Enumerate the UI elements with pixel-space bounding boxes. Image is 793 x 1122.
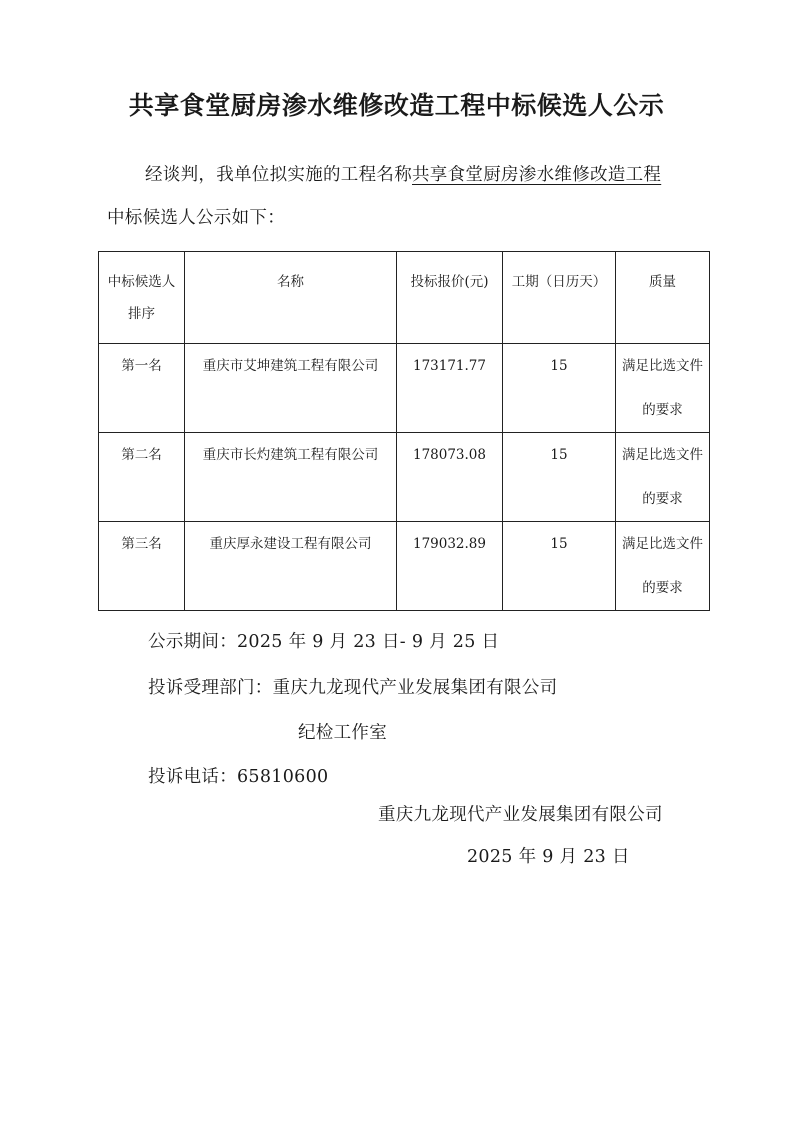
cell-price: 173171.77 [397,344,503,433]
intro-prefix: 经谈判，我单位拟实施的工程名称 [145,165,412,185]
signature-date: 2025 年 9 月 23 日 [467,847,630,867]
publicity-period [148,630,499,654]
intro-paragraph [107,154,727,240]
dept-label: 投诉受理部门： [148,678,273,698]
cell-name: 重庆市长灼建筑工程有限公司 [185,433,397,522]
cell-rank: 第三名 [99,522,185,611]
header-price: 投标报价(元) [397,252,503,344]
cell-quality: 满足比选文件的要求 [616,433,710,522]
period-value: 2025 年 9 月 23 日- 9 月 25 日 [237,632,500,652]
candidates-table [98,251,710,611]
cell-duration: 15 [503,522,616,611]
cell-quality: 满足比选文件的要求 [616,344,710,433]
intro-suffix: 中标候选人公示如下： [107,208,285,228]
cell-rank: 第二名 [99,433,185,522]
dept-name: 重庆九龙现代产业发展集团有限公司 [272,678,558,698]
header-duration: 工期（日历天） [503,252,616,344]
table-row [99,433,710,522]
header-rank: 中标候选人排序 [99,252,185,344]
phone-value: 65810600 [237,767,329,787]
table-row [99,344,710,433]
cell-quality: 满足比选文件的要求 [616,522,710,611]
signature-org: 重庆九龙现代产业发展集团有限公司 [378,805,663,825]
header-quality: 质量 [616,252,710,344]
complaint-phone [148,765,328,789]
page-title: 共享食堂厨房渗水维修改造工程中标候选人公示 [128,91,665,120]
complaint-department [148,676,557,700]
cell-duration: 15 [503,433,616,522]
cell-name: 重庆厚永建设工程有限公司 [185,522,397,611]
header-name: 名称 [185,252,397,344]
cell-name: 重庆市艾坤建筑工程有限公司 [185,344,397,433]
project-name: 共享食堂厨房渗水维修改造工程 [412,165,662,185]
table-header-row [99,252,710,344]
cell-rank: 第一名 [99,344,185,433]
complaint-department-office: 纪检工作室 [298,723,387,743]
period-label: 公示期间： [148,632,237,652]
cell-price: 179032.89 [397,522,503,611]
table-row [99,522,710,611]
cell-price: 178073.08 [397,433,503,522]
phone-label: 投诉电话： [148,767,237,787]
cell-duration: 15 [503,344,616,433]
